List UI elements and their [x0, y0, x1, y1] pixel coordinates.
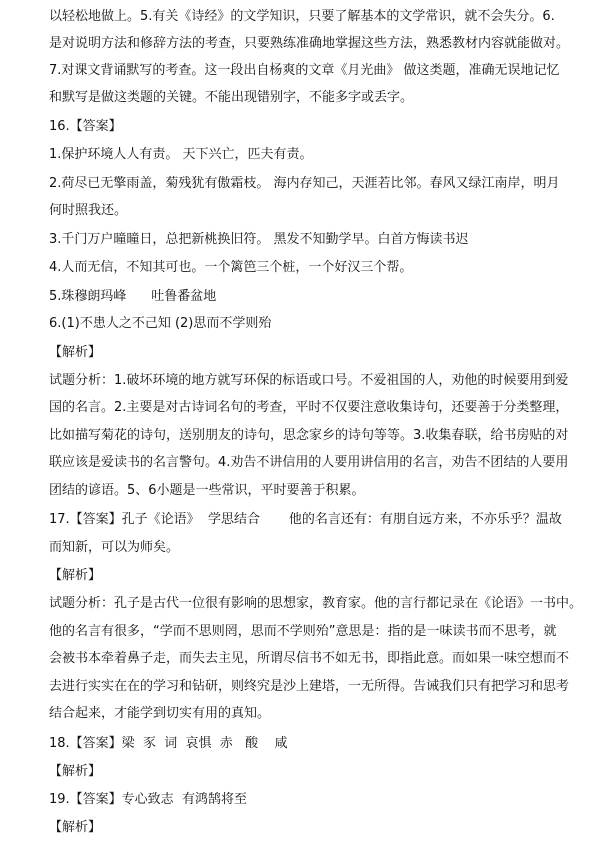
text-line: 2.荷尽已无擎雨盖，菊残犹有傲霜枝。 海内存知己，天涯若比邻。春风又绿江南岸，明月 — [49, 176, 560, 191]
analysis-heading: 【解析】 — [49, 820, 102, 835]
answer-heading: 16.【答案】 — [49, 119, 122, 134]
analysis-heading: 【解析】 — [49, 764, 102, 779]
text-line: 会被书本牵着鼻子走，而失去主见，所谓尽信书不如无书，即指此意。而如果一味空想而不 — [49, 651, 570, 666]
answer-heading: 18.【答案】梁 豕 词 哀惧 赤 酸 咸 — [49, 736, 288, 751]
text-line: 3.千门万户曈曈日，总把新桃换旧符。 黑发不知勤学早。白首方悔读书迟 — [49, 232, 469, 247]
text-line: 以轻松地做上。5.有关《诗经》的文学知识，只要了解基本的文学常识，就不会失分。6. — [49, 9, 555, 24]
analysis-heading: 【解析】 — [49, 345, 102, 360]
text-line: 7.对课文背诵默写的考查。这一段出自杨爽的文章《月光曲》 做这类题，准确无误地记忆 — [49, 63, 560, 78]
text-line: 国的名言。2.主要是对古诗词名句的考查，平时不仅要注意收集诗句，还要善于分类整理， — [49, 400, 569, 415]
text-line: 比如描写菊花的诗句，送别朋友的诗句，思念家乡的诗句等等。3.收集春联，给书房贴的对 — [49, 428, 569, 443]
text-line: 5.珠穆朗玛峰 吐鲁番盆地 — [49, 289, 217, 304]
text-line: 和默写是做这类题的关键。不能出现错别字，不能多字或丢字。 — [49, 90, 414, 105]
answer-heading: 19.【答案】专心致志 有鸿鹄将至 — [49, 792, 247, 807]
answer-heading: 17.【答案】孔子《论语》 学思结合 他的名言还有：有朋自远方来，不亦乐乎？温故 — [49, 512, 562, 527]
text-line: 而知新，可以为师矣。 — [49, 540, 180, 555]
text-line: 团结的谚语。5、6小题是一些常识，平时要善于积累。 — [49, 483, 365, 498]
text-line: 是对说明方法和修辞方法的考查，只要熟练准确地掌握这些方法，熟悉教材内容就能做对。 — [49, 36, 570, 51]
text-line: 6.(1)不患人之不己知 (2)思而不学则殆 — [49, 316, 272, 331]
text-line: 他的名言有很多，“学而不思则罔，思而不学则殆”意思是：指的是一味读书而不思考，就 — [49, 624, 557, 639]
text-line: 4.人而无信，不知其可也。一个篱笆三个桩，一个好汉三个帮。 — [49, 260, 413, 275]
text-line: 联应该是爱读书的名言警句。4.劝告不讲信用的人要用讲信用的名言，劝告不团结的人要用 — [49, 455, 569, 470]
analysis-heading: 【解析】 — [49, 568, 102, 583]
text-line: 1.保护环境人人有责。 天下兴亡，匹夫有责。 — [49, 147, 313, 162]
text-line: 何时照我还。 — [49, 203, 128, 218]
text-line: 试题分析：孔子是古代一位很有影响的思想家，教育家。他的言行都记录在《论语》一书中。 — [49, 596, 583, 611]
text-line: 试题分析：1.破坏环境的地方就写环保的标语或口号。不爱祖国的人，劝他的时候要用到爱 — [49, 373, 569, 388]
text-line: 去进行实实在在的学习和钻研，则终究是沙上建塔，一无所得。告诫我们只有把学习和思考 — [49, 679, 570, 694]
text-line: 结合起来，才能学到切实有用的真知。 — [49, 706, 271, 721]
